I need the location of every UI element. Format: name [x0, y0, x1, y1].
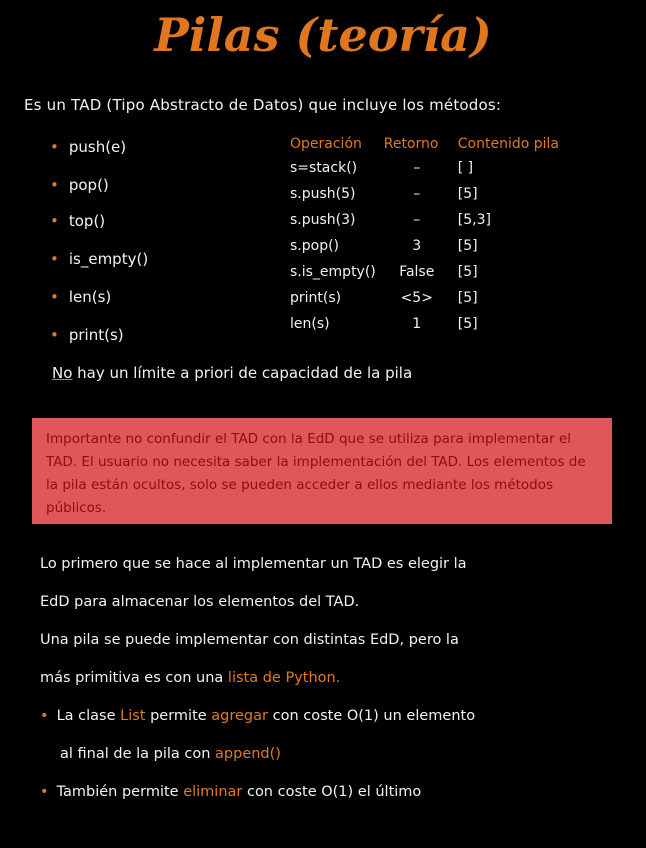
content-cell: [5] — [457, 263, 478, 280]
op-cell: s.push(5) — [290, 185, 356, 202]
no-limit-note — [52, 364, 412, 382]
return-cell: – — [413, 211, 421, 228]
return-cell: 1 — [412, 315, 422, 332]
op-cell: print(s) — [290, 289, 342, 306]
column-header-content: Contenido pila — [457, 136, 559, 152]
method-item: • push(e) — [50, 138, 127, 156]
return-cell: <5> — [400, 289, 433, 306]
paragraph-line: más primitiva es con una lista de Python. — [40, 670, 341, 686]
content-cell: [ ] — [457, 159, 474, 176]
intro-text: Es un TAD (Tipo Abstracto de Datos) que incluye los métodos: — [24, 96, 502, 114]
op-cell: s=stack() — [290, 159, 358, 176]
content-cell: [5] — [457, 185, 478, 202]
highlight-python-list: lista de Python. — [227, 670, 341, 686]
op-cell: s.is_empty() — [290, 263, 376, 280]
method-item: • pop() — [50, 176, 109, 194]
op-cell: s.pop() — [290, 237, 340, 254]
paragraph-line: EdD para almacenar los elementos del TAD. — [40, 594, 360, 610]
paragraph-line: Una pila se puede implementar con distintas EdD, pero la — [40, 632, 459, 648]
paragraph-line: Lo primero que se hace al implementar un TAD es elegir la — [40, 556, 467, 572]
content-cell: [5] — [457, 237, 478, 254]
highlight-append: append() — [215, 746, 281, 762]
return-cell: – — [413, 185, 421, 202]
no-limit-rest: hay un límite a priori de capacidad de la pila — [72, 364, 413, 382]
content-cell: [5,3] — [457, 211, 491, 228]
return-cell: – — [413, 159, 421, 176]
method-item: • len(s) — [50, 288, 112, 306]
highlight-list: List — [120, 708, 146, 724]
table-row — [290, 286, 567, 312]
op-cell: s.push(3) — [290, 211, 356, 228]
table-row — [290, 234, 567, 260]
table-row — [290, 156, 567, 182]
method-item: • print(s) — [50, 326, 124, 344]
method-item: • top() — [50, 212, 106, 230]
page-title: Pilas (teoría) — [154, 8, 492, 62]
bullet-dot: • — [40, 784, 49, 800]
column-header-return: Retorno — [383, 136, 439, 152]
table-row — [290, 260, 567, 286]
highlight-agregar: agregar — [211, 708, 268, 724]
bullet-continuation: al final de la pila con append() — [60, 746, 281, 762]
return-cell: False — [399, 263, 435, 280]
operations-table — [290, 136, 567, 338]
content-cell: [5] — [457, 289, 478, 306]
bullet-dot: • — [40, 708, 49, 724]
bullet-item: • También permite eliminar con coste O(1) el último — [40, 784, 422, 800]
table-row — [290, 208, 567, 234]
table-row — [290, 312, 567, 338]
content-cell: [5] — [457, 315, 478, 332]
table-header-row — [290, 136, 567, 156]
method-item: • is_empty() — [50, 250, 149, 268]
no-underlined: No — [52, 364, 73, 382]
important-callout: Importante no confundir el TAD con la EdD que se utiliza para implementar el TAD. El usuario no necesita saber la implementación del TAD. Los elementos de la pila están ocultos, solo se pueden acceder a ellos mediante los métodos públicos. — [32, 418, 612, 524]
return-cell: 3 — [412, 237, 422, 254]
column-header-operation: Operación — [290, 136, 362, 152]
bullet-item: • La clase List permite agregar con coste O(1) un elemento — [40, 708, 476, 724]
table-row — [290, 182, 567, 208]
highlight-eliminar: eliminar — [183, 784, 243, 800]
op-cell: len(s) — [290, 315, 330, 332]
